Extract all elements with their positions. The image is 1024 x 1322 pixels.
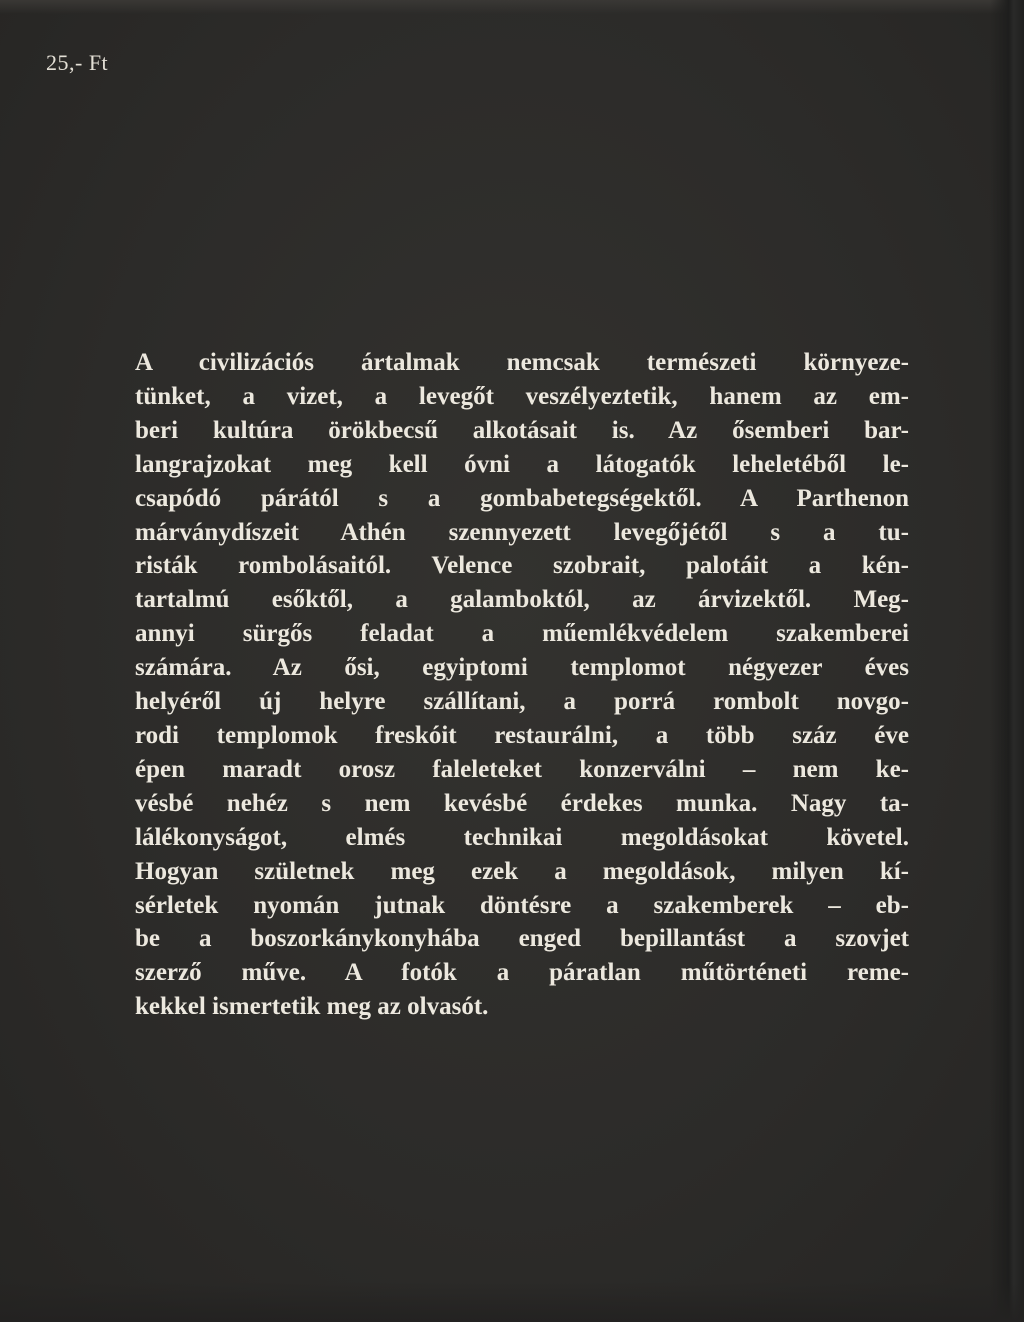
cover-bottom-edge (0, 1282, 1024, 1322)
price-label: 25,- Ft (46, 50, 109, 75)
blurb-line: vésbé nehéz s nem kevésbé érdekes munka. Nagy ta- (135, 789, 909, 817)
blurb-line: épen maradt orosz faleleteket konzerválni – nem ke- (135, 755, 909, 783)
blurb-line: szerző műve. A fotók a páratlan műtörténeti reme- (135, 959, 909, 987)
cover-top-edge (0, 0, 1024, 14)
blurb-line: márványdíszeit Athén szennyezett levegőjétől s a tu- (135, 518, 909, 546)
blurb-line: tünket, a vizet, a levegőt veszélyeztetik, hanem az em- (135, 382, 909, 410)
blurb-line: kekkel ismertetik meg az olvasót. (135, 993, 489, 1021)
cover-spine-edge (990, 0, 1024, 1322)
blurb-line: annyi sürgős feladat a műemlékvédelem szakemberei (135, 620, 909, 648)
blurb-line: A civilizációs ártalmak nemcsak természeti környeze- (135, 349, 909, 376)
blurb-line: sérletek nyomán jutnak döntésre a szakemberek – eb- (135, 891, 909, 919)
blurb-line: Hogyan születnek meg ezek a megoldások, milyen kí- (135, 857, 909, 885)
blurb-line: rodi templomok freskóit restaurálni, a több száz éve (135, 721, 909, 749)
blurb-line: risták rombolásaitól. Velence szobrait, palotáit a kén- (135, 552, 909, 580)
blurb-line: beri kultúra örökbecsű alkotásait is. Az ősemberi bar- (135, 416, 909, 444)
blurb-line: tartalmú esőktől, a galamboktól, az árvizektől. Meg- (135, 586, 909, 614)
blurb-line: helyéről új helyre szállítani, a porrá rombolt novgo- (135, 688, 909, 716)
blurb-line: számára. Az ősi, egyiptomi templomot négyezer éves (135, 654, 909, 682)
blurb-line: langrajzokat meg kell óvni a látogatók leheletéből le- (135, 450, 909, 478)
blurb-line: lálékonyságot, elmés technikai megoldásokat követel. (135, 823, 909, 851)
blurb-line: csapódó párától s a gombabetegségektől. A Parthenon (135, 484, 909, 512)
blurb-text (135, 346, 909, 1024)
blurb-line: be a boszorkánykonyhába enged bepillantást a szovjet (135, 925, 909, 953)
